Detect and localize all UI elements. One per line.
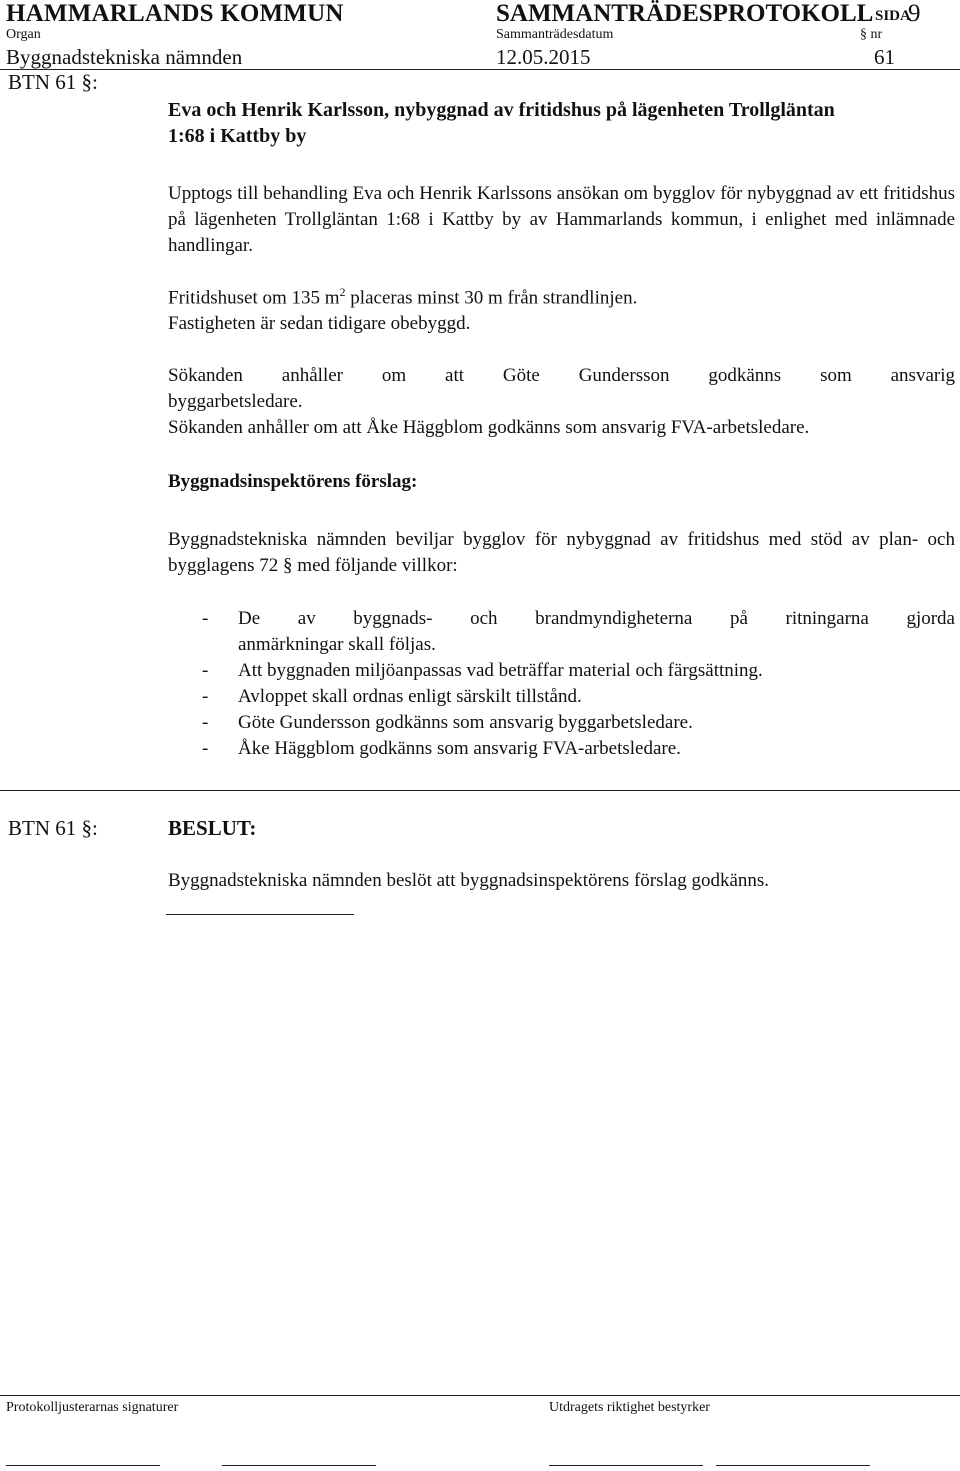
page-label: SIDA [875,8,911,24]
area-statement [168,279,955,311]
list-item [168,684,955,710]
case-intro: Upptogs till behandling Eva och Henrik Karlssons ansökan om bygglov för nybyggnad av ett fritidshus på lägenheten Trollgläntan 1:68 i Kattby by av Hammarlands kommun, i enlighet med inlämnade handlingar. [168,183,955,256]
signature-line-2 [222,1465,376,1466]
certify-label: Utdragets riktighet bestyrker [549,1400,710,1415]
unbuilt-statement: Fastigheten är sedan tidigare obebyggd. [168,313,471,335]
section-number: 61 [874,45,895,69]
conditions-list [168,606,955,762]
case-reference: BTN 61 §: [8,70,98,94]
decision-end-line [166,914,354,915]
condition-text: Åke Häggblom godkänns som ansvarig FVA-arbetsledare. [238,738,681,760]
request-2: Sökanden anhåller om att Åke Häggblom godkänns som ansvarig FVA-arbetsledare. [168,417,810,439]
area-prefix: Fritidshuset om 135 m [168,287,340,309]
decision-text: Byggnadstekniska nämnden beslöt att byggnadsinspektörens förslag godkänns. [168,870,770,891]
list-item [168,736,955,762]
case-title-line1: Eva och Henrik Karlsson, nybyggnad av fritidshus på lägenheten Trollgläntan [168,99,835,121]
case-body [168,97,955,762]
list-item [168,606,955,658]
case-title-line2: 1:68 i Kattby by [168,125,307,147]
list-dash: - [202,686,209,708]
decision-reference: BTN 61 §: [8,816,98,840]
condition-text-cont: anmärkningar skall följas. [238,634,436,656]
header-rule [0,69,960,70]
meeting-date: 12.05.2015 [496,45,591,69]
organ-label: Organ [6,27,41,42]
list-dash: - [202,712,209,734]
footer-rule [0,1395,960,1396]
request-1-line1: Sökanden anhåller om att Göte Gundersson godkänns som ansvarig [168,365,955,387]
list-item [168,658,955,684]
case-title [168,97,955,149]
list-item [168,710,955,736]
request-1-line2: byggarbetsledare. [168,391,303,413]
signatures-label: Protokolljusterarnas signaturer [6,1400,179,1415]
area-superscript: 2 [339,285,346,299]
condition-text: Göte Gundersson godkänns som ansvarig byggarbetsledare. [238,712,693,734]
nr-label: § nr [860,27,883,42]
list-dash: - [202,608,209,630]
condition-text: Avloppet skall ordnas enligt särskilt tillstånd. [238,686,582,708]
proposal-text: Byggnadstekniska nämnden beviljar bygglov för nybyggnad av fritidshus med stöd av plan- och bygglagens 72 § med följande villkor: [168,529,955,577]
date-label: Sammanträdesdatum [496,27,614,42]
condition-text: De av byggnads- och brandmyndigheterna på ritningarna gjorda [238,608,955,630]
organ-name: Byggnadstekniska nämnden [6,45,243,69]
certify-line-2 [716,1465,870,1466]
proposal-heading: Byggnadsinspektörens förslag: [168,471,418,493]
certify-line-1 [549,1465,703,1466]
list-dash: - [202,660,209,682]
municipality-name: HAMMARLANDS KOMMUN [6,0,344,27]
list-dash: - [202,738,209,760]
signature-line-1 [6,1465,160,1466]
section-rule [0,790,960,791]
protocol-title: SAMMANTRÄDESPROTOKOLL [496,0,874,27]
decision-heading: BESLUT: [168,816,257,840]
page-number: 9 [908,0,921,27]
area-suffix: placeras minst 30 m från strandlinjen. [345,287,638,309]
condition-text: Att byggnaden miljöanpassas vad beträffar material och färgsättning. [238,660,763,682]
